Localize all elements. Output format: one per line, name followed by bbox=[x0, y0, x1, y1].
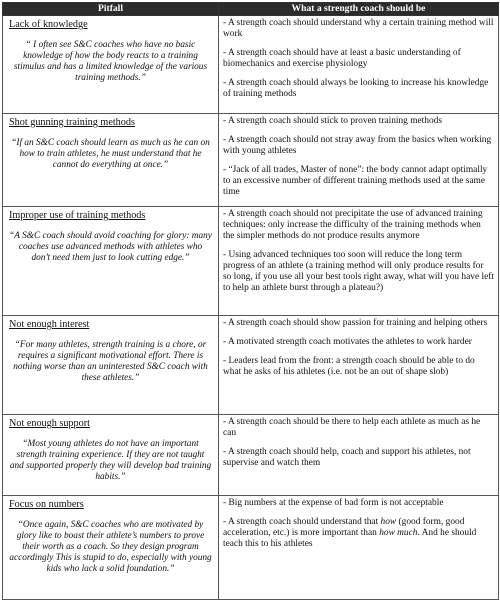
pitfall-title: Shot gunning training methods bbox=[9, 117, 135, 128]
pitfall-cell bbox=[3, 415, 219, 496]
advice-point: - A motivated strength coach motivates the athletes to work harder bbox=[223, 337, 472, 347]
advice-point: - A strength coach should have at least a basic understanding of biomechanics and exercise physiology bbox=[223, 48, 461, 69]
pitfall-quote: “ I often see S&C coaches who have no basic knowledge of how the body reacts to a training stimulus and has a limited knowledge of the various training methods.” bbox=[13, 40, 208, 83]
advice-cell bbox=[219, 415, 499, 496]
pitfall-title: Improper use of training methods bbox=[9, 210, 146, 221]
advice-emphasis: how much bbox=[379, 528, 418, 538]
advice-point: - Big numbers at the expense of bad form is not acceptable bbox=[223, 498, 444, 508]
table-row bbox=[3, 114, 499, 207]
advice-point: - A strength coach should understand why a certain training method will work bbox=[223, 18, 494, 39]
advice-point: - A strength coach should always be looking to increase his knowledge of training methods bbox=[223, 78, 489, 99]
advice-cell bbox=[219, 496, 499, 600]
table-row bbox=[3, 207, 499, 316]
table-row bbox=[3, 16, 499, 114]
advice-cell bbox=[219, 207, 499, 316]
pitfalls-table-wrapper bbox=[2, 2, 498, 599]
advice-point: - A strength coach should be there to help each athlete as much as he can bbox=[223, 417, 481, 438]
advice-cell bbox=[219, 114, 499, 207]
header-what-coach-should-be: What a strength coach should be bbox=[219, 3, 499, 16]
advice-point: - Leaders lead from the front: a strength coach should be able to do what he asks of his athletes (i.e. not be an out of shape slob) bbox=[223, 356, 475, 377]
header-pitfall: Pitfall bbox=[3, 3, 219, 16]
pitfall-title: Focus on numbers bbox=[9, 499, 84, 510]
pitfall-cell bbox=[3, 207, 219, 316]
pitfall-quote: “Once again, S&C coaches who are motivated by glory like to boast their athlete’s numbers to prove their worth as a coach. So they design program accordingly This is stupid to do, especially with young kids who lack a solid foundation.” bbox=[9, 520, 212, 574]
pitfall-title: Not enough support bbox=[9, 418, 90, 429]
pitfall-quote: “If an S&C coach should learn as much as he can on how to train athletes, he must understand that he cannot do everything at once.” bbox=[11, 138, 210, 170]
advice-emphasis: how bbox=[380, 517, 397, 527]
pitfall-cell bbox=[3, 316, 219, 415]
advice-point: - Using advanced techniques too soon will reduce the long term progress of an athlete (a training method will only produce results for so long, if you use all your best tools right away, what will you have left to help an athlete burst through a plateau?) bbox=[223, 250, 494, 293]
advice-cell bbox=[219, 316, 499, 415]
advice-cell bbox=[219, 16, 499, 114]
pitfall-quote: “Most young athletes do not have an important strength training experience. If they are not taught and supported properly they will develop bad training habits.” bbox=[9, 439, 212, 482]
advice-point: - A strength coach should show passion for training and helping others bbox=[223, 318, 488, 328]
advice-point: - “Jack of all trades, Master of none”: the body cannot adapt optimally to an excessive number of different training methods used at the same time bbox=[223, 165, 488, 197]
table-row bbox=[3, 415, 499, 496]
pitfalls-table bbox=[2, 2, 499, 600]
pitfall-title: Lack of knowledge bbox=[9, 19, 88, 30]
pitfall-title: Not enough interest bbox=[9, 319, 90, 330]
table-row bbox=[3, 496, 499, 600]
pitfall-cell bbox=[3, 16, 219, 114]
advice-point: - A strength coach should not stray away from the basics when working with young athletes bbox=[223, 135, 492, 156]
table-row bbox=[3, 316, 499, 415]
advice-point: - A strength coach should stick to proven training methods bbox=[223, 116, 442, 126]
advice-text: . And he should teach this to his athletes bbox=[223, 528, 477, 549]
advice-point: - A strength coach should help, coach and support his athletes, not supervise and watch them bbox=[223, 447, 471, 468]
advice-text: - A strength coach should understand that bbox=[223, 517, 381, 527]
header-row bbox=[3, 3, 499, 16]
pitfall-cell bbox=[3, 496, 219, 600]
pitfall-quote: “For many athletes, strength training is a chore, or requires a significant motivational effort. There is nothing worse than an uninterested S&C coach with these athletes.” bbox=[13, 340, 208, 383]
advice-point bbox=[223, 517, 494, 550]
pitfall-quote: “A S&C coach should avoid coaching for glory: many coaches use advanced methods with athletes who don’t need them just to look cutting edge.” bbox=[9, 231, 212, 263]
pitfall-cell bbox=[3, 114, 219, 207]
advice-text: (good form, good acceleration, etc.) is more important than bbox=[223, 517, 465, 538]
advice-point: - A strength coach should not precipitate the use of advanced training techniques: only increase the difficulty of the training methods when the simpler methods do not produce results anymore bbox=[223, 209, 483, 241]
